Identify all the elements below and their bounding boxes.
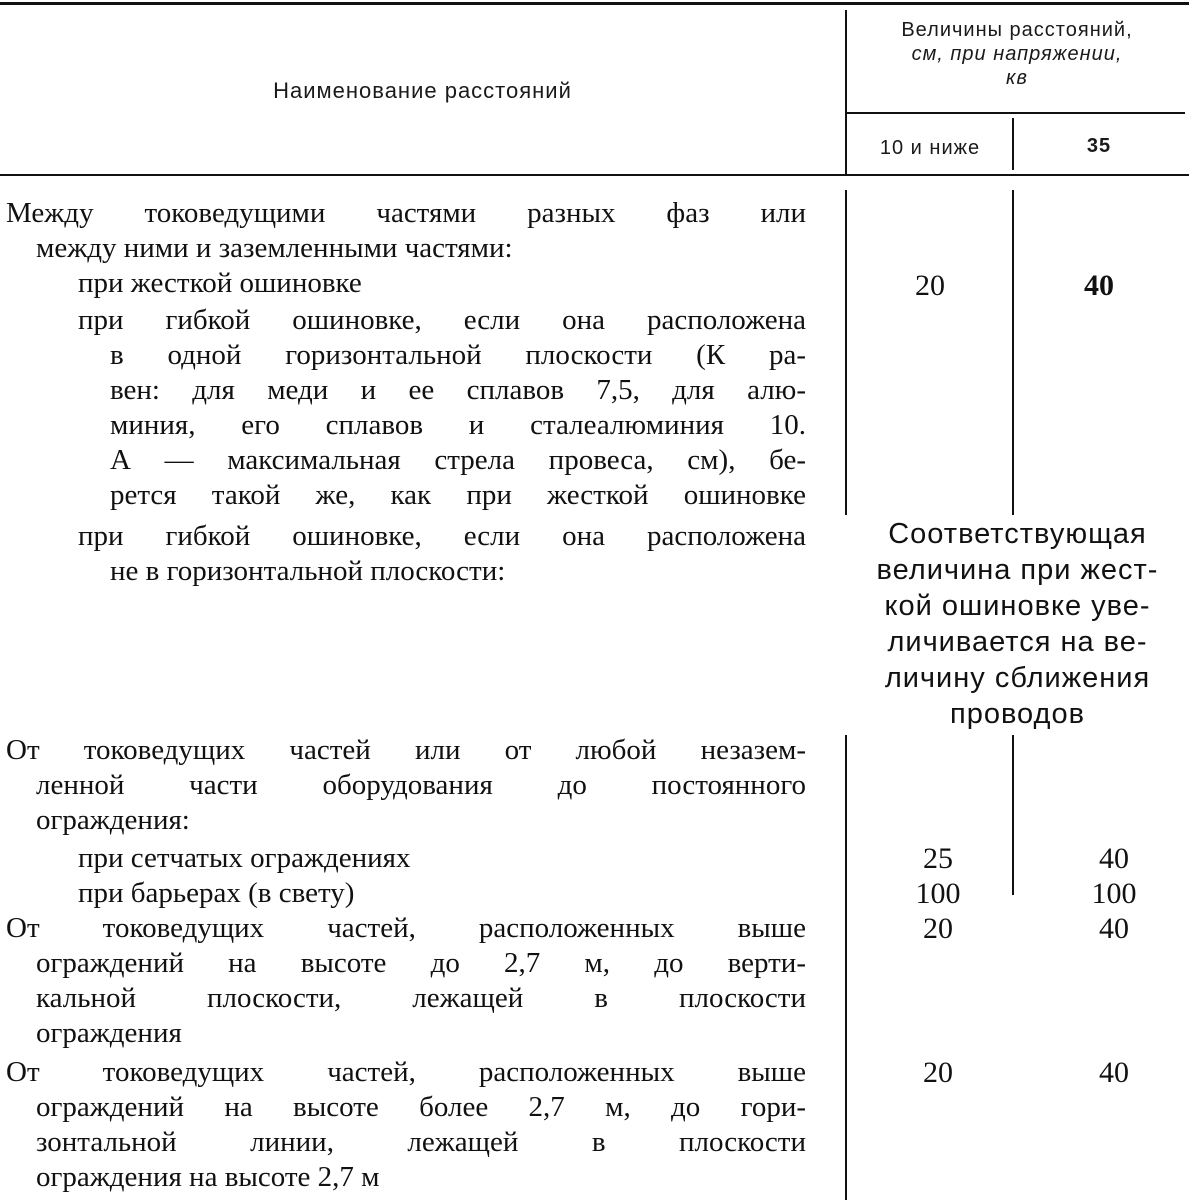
value-35kv-mesh-fences: 40 — [1099, 842, 1129, 875]
row-line: между ними и заземленными частями: — [36, 232, 513, 264]
row-line: От токоведущих частей, расположенных выше — [6, 1056, 806, 1088]
row-line: миния, его сплавов и сталеалюминия 10. — [110, 409, 806, 441]
column-header-name: Наименование расстояний — [273, 78, 572, 103]
table-top-rule — [0, 2, 1189, 5]
body-col-divider-middle — [1012, 190, 1014, 515]
row-flexible-busbar-horizontal — [6, 303, 806, 513]
row-line: ограждения: — [36, 804, 190, 836]
value-35kv-barriers: 100 — [1091, 877, 1137, 910]
row-line: ограждений на высоте до 2,7 м, до верти- — [36, 947, 806, 979]
row-line: при барьерах (в свету) — [78, 877, 355, 909]
subcolumn-header-35kv: 35 — [1086, 135, 1112, 157]
value-35kv-above-fences-more-than: 40 — [1099, 1056, 1129, 1089]
note-line: личивается на ве- — [887, 626, 1148, 658]
note-line: величина при жест- — [876, 554, 1159, 586]
row-line: ограждения — [36, 1017, 182, 1049]
value-10kv-mesh-fences: 25 — [923, 842, 953, 875]
row-rigid-busbar — [6, 266, 806, 301]
row-line: вен: для меди и ее сплавов 7,5, для алю- — [110, 374, 806, 406]
value-10kv-above-fences-up-to: 20 — [923, 912, 953, 945]
row-line: не в горизонтальной плоскости: — [110, 555, 506, 587]
row-line: ленной части оборудования до постоянного — [36, 769, 806, 801]
note-line: проводов — [950, 698, 1085, 730]
header-bottom-rule — [0, 174, 1189, 176]
row-phase-distance-intro — [6, 196, 806, 266]
row-line: ограждений на высоте более 2,7 м, до гори- — [36, 1091, 806, 1123]
row-line: Между токоведущими частями разных фаз или — [6, 197, 806, 229]
row-line: зонтальной линии, лежащей в плоскости — [36, 1126, 806, 1158]
note-line: кой ошиновке уве- — [884, 590, 1151, 622]
row-above-fences-more-than-2-7m — [6, 1055, 806, 1195]
value-10kv-above-fences-more-than: 20 — [923, 1056, 953, 1089]
row-line: ограждения на высоте 2,7 м — [36, 1161, 380, 1193]
row-line: при гибкой ошиновке, если она расположена — [78, 520, 806, 552]
row-line: при жесткой ошиновке — [78, 267, 362, 299]
body-col-divider-left-lower — [845, 735, 847, 1200]
row-line: при сетчатых ограждениях — [78, 842, 411, 874]
row-line: От токоведущих частей или от любой незазем- — [6, 734, 806, 766]
row-fence-intro — [6, 733, 806, 838]
value-35kv-rigid-busbar: 40 — [1084, 269, 1114, 302]
row-line: кальной плоскости, лежащей в плоскости — [36, 982, 806, 1014]
column-header-values-line2: см, при напряжении, — [911, 43, 1123, 65]
row-line: в одной горизонтальной плоскости (К ра- — [110, 339, 806, 371]
note-merged-value — [850, 516, 1185, 732]
row-above-fences-up-to-2-7m — [6, 911, 806, 1051]
value-35kv-above-fences-up-to: 40 — [1099, 912, 1129, 945]
subcolumn-header-10kv: 10 и ниже — [879, 137, 981, 159]
column-header-values — [848, 18, 1186, 90]
value-10kv-barriers: 100 — [915, 877, 961, 910]
body-col-divider-left — [845, 190, 847, 515]
row-line: рется такой же, как при жесткой ошиновке — [110, 479, 806, 511]
subheader-rule — [845, 112, 1185, 114]
note-line: личину сближения — [884, 662, 1151, 694]
column-header-values-line1: Величины расстояний, — [901, 19, 1133, 41]
header-col-divider — [845, 10, 847, 174]
row-line: при гибкой ошиновке, если она расположена — [78, 304, 806, 336]
row-line: От токоведущих частей, расположенных выше — [6, 912, 806, 944]
value-10kv-rigid-busbar: 20 — [915, 269, 945, 302]
row-flexible-busbar-nonhorizontal — [6, 519, 806, 589]
row-line: А — максимальная стрела провеса, см), бе- — [110, 444, 806, 476]
row-mesh-fences — [6, 841, 806, 876]
column-header-values-line3: кв — [1006, 67, 1028, 89]
note-line: Соответствующая — [888, 518, 1147, 550]
row-barriers — [6, 876, 806, 911]
